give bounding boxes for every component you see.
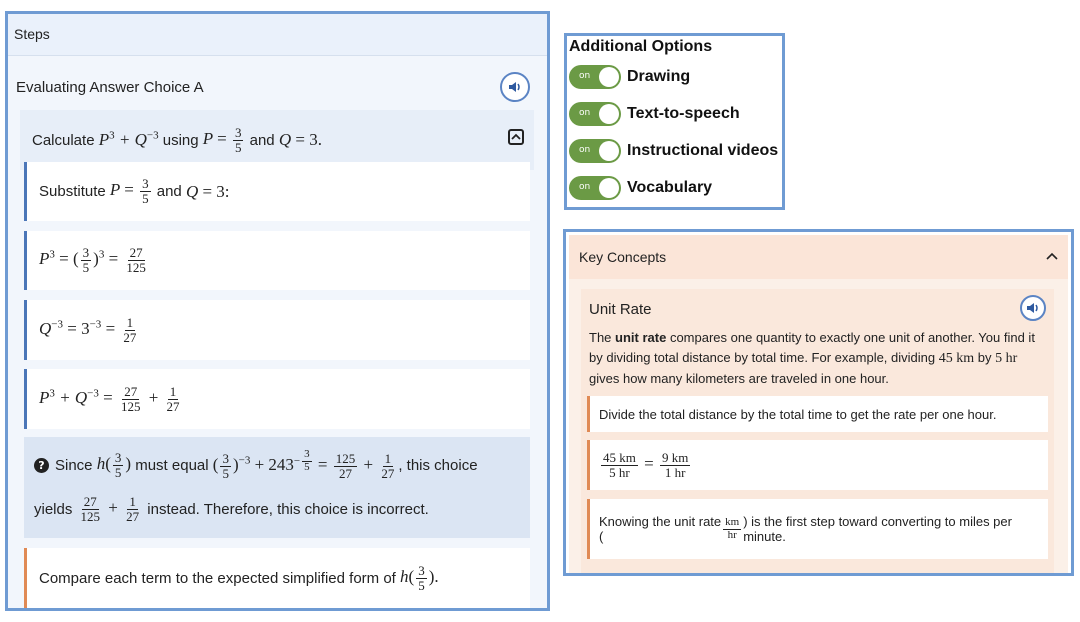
collapse-icon xyxy=(511,132,521,142)
speaker-icon xyxy=(507,79,523,95)
note-yields: yields xyxy=(34,500,73,518)
key-concepts-body xyxy=(569,279,1068,573)
note-yields-expr: $\frac{27}{125}$ + $\frac{1}{27}$ xyxy=(80,493,140,524)
compare-expr: h( $\frac{3}{5}$ ). xyxy=(400,562,439,593)
calc-q-value: Q = 3. xyxy=(278,130,322,149)
unit-rate-card xyxy=(581,289,1054,573)
question-circle-icon: ? xyxy=(34,458,49,473)
calc-and: and xyxy=(249,131,275,149)
unit-rate-step-1: Divide the total distance by the total time to get the rate per one hour. xyxy=(587,396,1048,432)
chevron-up-icon[interactable] xyxy=(1046,251,1058,261)
calc-using: using xyxy=(162,131,199,149)
substitute-q: Q = 3: xyxy=(185,181,230,201)
substitute-and: and xyxy=(156,183,182,200)
option-label: Text-to-speech xyxy=(627,104,740,122)
incorrect-note xyxy=(24,437,530,538)
steps-header: Steps xyxy=(8,14,547,56)
steps-panel xyxy=(5,11,550,611)
toggle-switch[interactable]: on xyxy=(569,176,621,200)
calc-prefix: Calculate xyxy=(32,131,95,149)
substitute-p: P = $\frac{3}{5}$ xyxy=(109,176,149,206)
rate-equation: $\frac{45 km}{5 hr}$ = $\frac{9 km}{1 hr}$ xyxy=(603,449,689,480)
note-h-expr: h( $\frac{3}{5}$ ) xyxy=(96,449,132,480)
note-since: Since xyxy=(55,456,93,474)
speaker-button[interactable] xyxy=(500,72,530,102)
key-concepts-panel xyxy=(563,229,1074,576)
compare-card xyxy=(24,548,530,608)
note-must-equal: must equal xyxy=(135,456,209,474)
speaker-button[interactable] xyxy=(1020,295,1046,321)
distance-value: 45 km xyxy=(938,351,975,366)
step-p-cubed xyxy=(24,231,530,290)
note-expected-expr: ( $\frac{3}{5}$ )$^{-3} + 243^{- \frac{3}{5}}$ = $\frac{125}{27}$ + $\frac{1}{27}$ xyxy=(212,448,395,482)
calc-expression: $P^3 + Q^{-3}$ xyxy=(98,129,159,149)
unit-rate-step-2 xyxy=(587,440,1048,490)
speaker-icon xyxy=(1025,300,1041,316)
step-q-inverse xyxy=(24,300,530,360)
p-cubed-equation: $P^3$ = ( $\frac{3}{5}$ )$^3$ = $\frac{27}{125}$ xyxy=(39,245,146,275)
option-vocabulary[interactable] xyxy=(567,169,782,206)
key-concepts-header[interactable] xyxy=(569,235,1068,279)
calc-p-value: P = $\frac{3}{5}$ xyxy=(202,124,242,155)
additional-options-panel xyxy=(564,33,785,210)
steps-subheader: Evaluating Answer Choice A xyxy=(16,79,204,96)
note-instead: instead. Therefore, this choice is incorrect. xyxy=(147,500,429,518)
unit-fraction: $\frac{km}{hr}$ xyxy=(725,515,740,541)
unit-rate-step-3: Knowing the unit rate ( $\frac{km}{hr}$ ) is the first step toward converting to miles per minute. xyxy=(587,499,1048,559)
compare-text: Compare each term to the expected simplified form of xyxy=(39,569,396,587)
time-value: 5 hr xyxy=(995,351,1018,366)
unit-rate-term[interactable]: unit rate xyxy=(615,330,667,345)
option-label: Instructional videos xyxy=(627,141,779,159)
toggle-switch[interactable]: on xyxy=(569,139,621,163)
unit-rate-title: Unit Rate xyxy=(589,301,652,318)
substitute-label: Substitute xyxy=(39,183,106,200)
key-concepts-title: Key Concepts xyxy=(579,249,667,265)
option-instructional-videos[interactable] xyxy=(567,132,782,169)
sum-equation: $P^3 + Q^{-3}$ = $\frac{27}{125}$ + $\frac{1}{27}$ xyxy=(39,383,180,414)
q-inverse-equation: $Q^{-3} = 3^{-3}$ = $\frac{1}{27}$ xyxy=(39,314,137,345)
option-text-to-speech[interactable] xyxy=(567,95,782,132)
calculation-row[interactable] xyxy=(20,110,534,170)
step-substitute xyxy=(24,162,530,221)
unit-rate-description: The unit rate compares one quantity to exactly one unit of another. You find it by dividing total distance by total time. For example, dividing 45 km by 5 hr gives how many kilometers are traveled in one hour. xyxy=(589,330,1035,386)
option-label: Drawing xyxy=(627,67,691,85)
collapse-button[interactable] xyxy=(508,129,524,145)
step-sum xyxy=(24,369,530,429)
note-this-choice: , this choice xyxy=(398,456,478,474)
options-title: Additional Options xyxy=(569,38,713,55)
toggle-switch[interactable]: on xyxy=(569,102,621,126)
option-label: Vocabulary xyxy=(627,178,713,196)
option-drawing[interactable] xyxy=(567,58,782,95)
toggle-switch[interactable]: on xyxy=(569,65,621,89)
